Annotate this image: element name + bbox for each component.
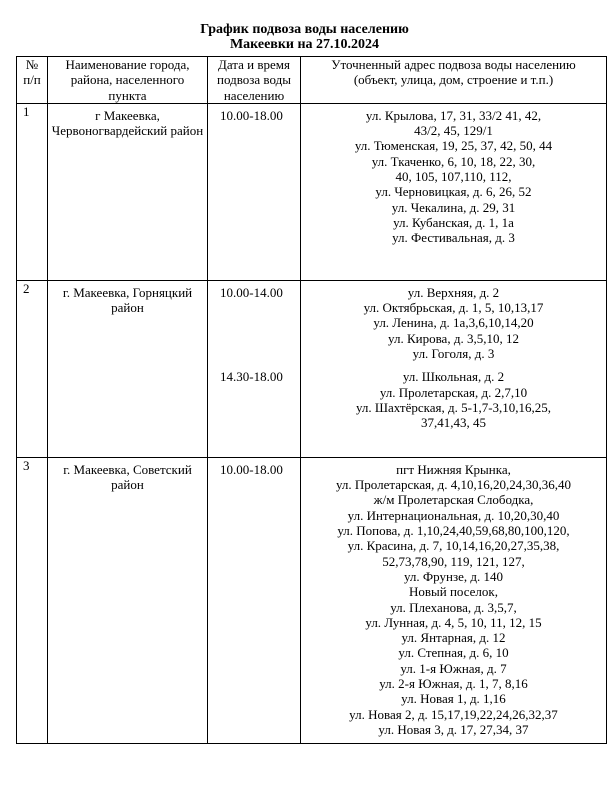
row-number: 2 xyxy=(17,280,48,457)
table-row xyxy=(17,457,607,743)
row-number: 1 xyxy=(17,103,48,280)
row-number: 3 xyxy=(17,457,48,743)
address-line: 52,73,78,90, 119, 121, 127, xyxy=(382,553,525,569)
address-line: 40, 105, 107,110, 112, xyxy=(395,169,512,185)
header-row xyxy=(17,57,607,104)
address-line: ул. Интернациональная, д. 10,20,30,40 xyxy=(347,507,560,523)
address-line: ул. Фестивальная, д. 3 xyxy=(392,230,515,246)
row-area: г Макеевка, Червоногвардейский район xyxy=(48,103,208,280)
address-line: ул. Фрунзе, д. 140 xyxy=(404,568,503,584)
address-line: ж/м Пролетарская Слободка, xyxy=(373,492,534,508)
address-line: ул. Крылова, 17, 31, 33/2 41, 42, xyxy=(365,107,542,123)
row-time xyxy=(208,280,301,457)
address-line: Новый поселок, xyxy=(408,584,498,600)
address-line: ул. Школьная, д. 2 xyxy=(402,369,505,385)
address-line: ул. Лунная, д. 4, 5, 10, 11, 12, 15 xyxy=(365,614,542,630)
address-line: ул. Тюменская, 19, 25, 37, 42, 50, 44 xyxy=(354,138,553,154)
header-address: Уточненный адрес подвоза воды населению (объект, улица, дом, строение и т.п.) xyxy=(301,57,607,104)
address-line: 43/2, 45, 129/1 xyxy=(414,123,493,139)
row-address xyxy=(301,103,607,280)
address-line: ул. 2-я Южная, д. 1, 7, 8,16 xyxy=(379,676,528,692)
address-line: ул. Новая 1, д. 1,16 xyxy=(401,691,506,707)
row-area: г. Макеевка, Советский район xyxy=(48,457,208,743)
address-line: ул. Гоголя, д. 3 xyxy=(412,346,495,362)
title-line-1: График подвоза воды населению xyxy=(200,22,409,37)
address-line: ул. Пролетарская, д. 2,7,10 xyxy=(379,384,528,400)
row-time: 10.00-18.00 xyxy=(208,103,301,280)
row-time: 10.00-18.00 xyxy=(208,457,301,743)
water-schedule-table xyxy=(16,56,607,744)
address-line: ул. Ткаченко, 6, 10, 18, 22, 30, xyxy=(371,153,536,169)
address-line: ул. Кубанская, д. 1, 1а xyxy=(393,214,514,230)
address-line: ул. 1-я Южная, д. 7 xyxy=(400,660,507,676)
address-line: ул. Кирова, д. 3,5,10, 12 xyxy=(388,330,519,346)
address-line: ул. Новая 2, д. 15,17,19,22,24,26,32,37 xyxy=(349,706,558,722)
address-line: пгт Нижняя Крынка, xyxy=(396,461,511,477)
address-line: 37,41,43, 45 xyxy=(421,415,486,431)
time-slot-1: 10.00-14.00 xyxy=(220,284,283,300)
row-area: г. Макеевка, Горняцкий район xyxy=(48,280,208,457)
header-area: Наименование города, района, населенного пункта xyxy=(48,57,208,104)
address-line: ул. Октябрьская, д. 1, 5, 10,13,17 xyxy=(363,300,544,316)
address-line: ул. Плеханова, д. 3,5,7, xyxy=(390,599,517,615)
row-address xyxy=(301,280,607,457)
address-line: ул. Попова, д. 1,10,24,40,59,68,80,100,120, xyxy=(337,523,570,539)
address-line: ул. Пролетарская, д. 4,10,16,20,24,30,36,40 xyxy=(335,477,571,493)
table-row xyxy=(17,103,607,280)
address-line: ул. Новая 3, д. 17, 27,34, 37 xyxy=(378,721,529,737)
address-line: ул. Чекалина, д. 29, 31 xyxy=(391,199,516,215)
address-line: ул. Шахтёрская, д. 5-1,7-3,10,16,25, xyxy=(355,399,552,415)
document-title xyxy=(0,22,609,52)
header-time: Дата и время подвоза воды населению xyxy=(208,57,301,104)
table-row xyxy=(17,280,607,457)
address-line: ул. Ленина, д. 1а,3,6,10,14,20 xyxy=(373,315,534,331)
time-slot-2: 14.30-18.00 xyxy=(220,369,283,385)
address-line: ул. Верхняя, д. 2 xyxy=(407,284,500,300)
address-line: ул. Красина, д. 7, 10,14,16,20,27,35,38, xyxy=(347,538,560,554)
address-line: ул. Степная, д. 6, 10 xyxy=(398,645,509,661)
header-num: № п/п xyxy=(17,57,48,104)
address-line: ул. Янтарная, д. 12 xyxy=(401,630,506,646)
address-line: ул. Черновицкая, д. 6, 26, 52 xyxy=(375,184,532,200)
title-line-2: Макеевки на 27.10.2024 xyxy=(229,37,380,52)
row-address xyxy=(301,457,607,743)
